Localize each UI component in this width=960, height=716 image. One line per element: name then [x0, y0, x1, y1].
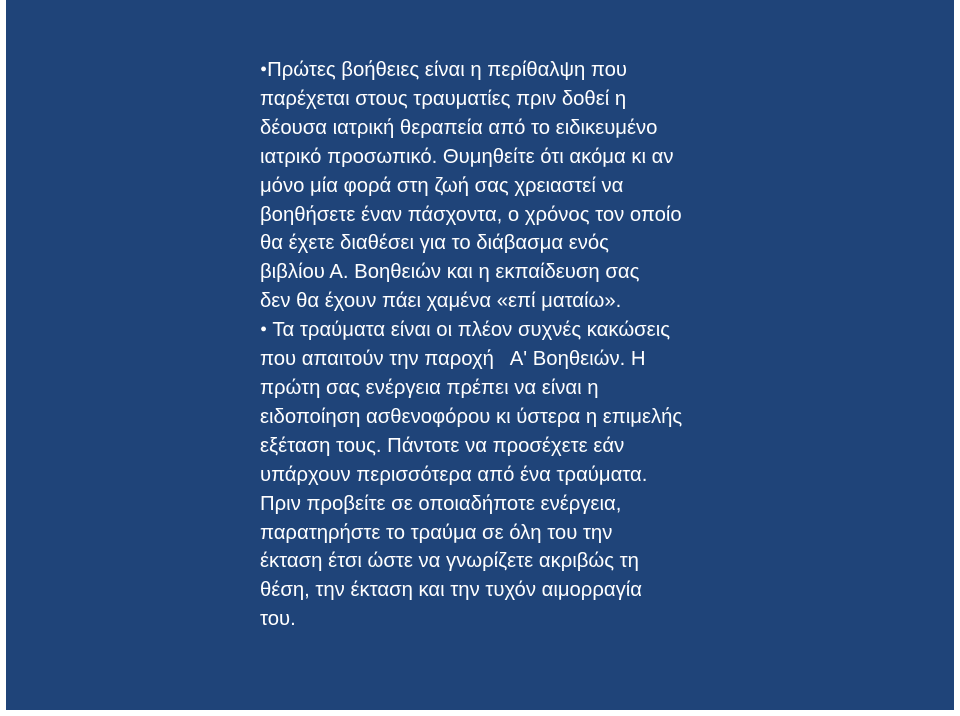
text-line-content: Τα τραύματα είναι οι πλέον συχνές κακώσεις	[267, 319, 670, 342]
text-line: παρατηρήστε το τραύμα σε όλη του την	[260, 521, 613, 544]
bullet-marker: •	[260, 59, 268, 81]
text-line: που απαιτούν την παροχή Α' Βοηθειών. Η	[260, 348, 646, 371]
text-line: του.	[260, 608, 296, 631]
text-line: υπάρχουν περισσότερα από ένα τραύματα.	[260, 463, 648, 486]
text-line: ειδοποίηση ασθενοφόρου κι ύστερα η επιμελής	[260, 405, 683, 428]
text-line: εξέταση τους. Πάντοτε να προσέχετε εάν	[260, 434, 625, 457]
text-line: Πριν προβείτε σε οποιαδήποτε ενέργεια,	[260, 492, 622, 515]
text-line-content: Πρώτες βοήθειες είναι η περίθαλψη που	[267, 59, 627, 81]
bullet-paragraph-first-aid-definition	[260, 56, 720, 316]
text-line: δέουσα ιατρική θεραπεία από το ειδικευμένο	[260, 116, 658, 139]
text-line: θέση, την έκταση και την τυχόν αιμορραγία	[260, 579, 642, 602]
text-line	[260, 56, 720, 85]
text-line: πρώτη σας ενέργεια πρέπει να είναι η	[260, 376, 599, 399]
text-line	[260, 316, 720, 345]
text-line: βοηθήσετε έναν πάσχοντα, ο χρόνος τον οποίο	[260, 203, 682, 226]
slide-text-body	[260, 56, 720, 634]
text-line: μόνο μία φορά στη ζωή σας χρειαστεί να	[260, 174, 624, 197]
text-line: παρέχεται στους τραυματίες πριν δοθεί η	[260, 87, 627, 110]
bullet-marker: •	[260, 319, 268, 342]
text-line: έκταση έτσι ώστε να γνωρίζετε ακριβώς τη	[260, 550, 639, 573]
text-line: βιβλίου Α. Βοηθειών και η εκπαίδευση σας	[260, 261, 640, 284]
text-line: θα έχετε διαθέσει για το διάβασμα ενός	[260, 232, 609, 255]
bullet-paragraph-wounds	[260, 316, 720, 634]
text-line: δεν θα έχουν πάει χαμένα «επί ματαίω».	[260, 290, 622, 313]
slide-background	[6, 0, 954, 710]
text-line: ιατρικό προσωπικό. Θυμηθείτε ότι ακόμα κι αν	[260, 145, 674, 168]
